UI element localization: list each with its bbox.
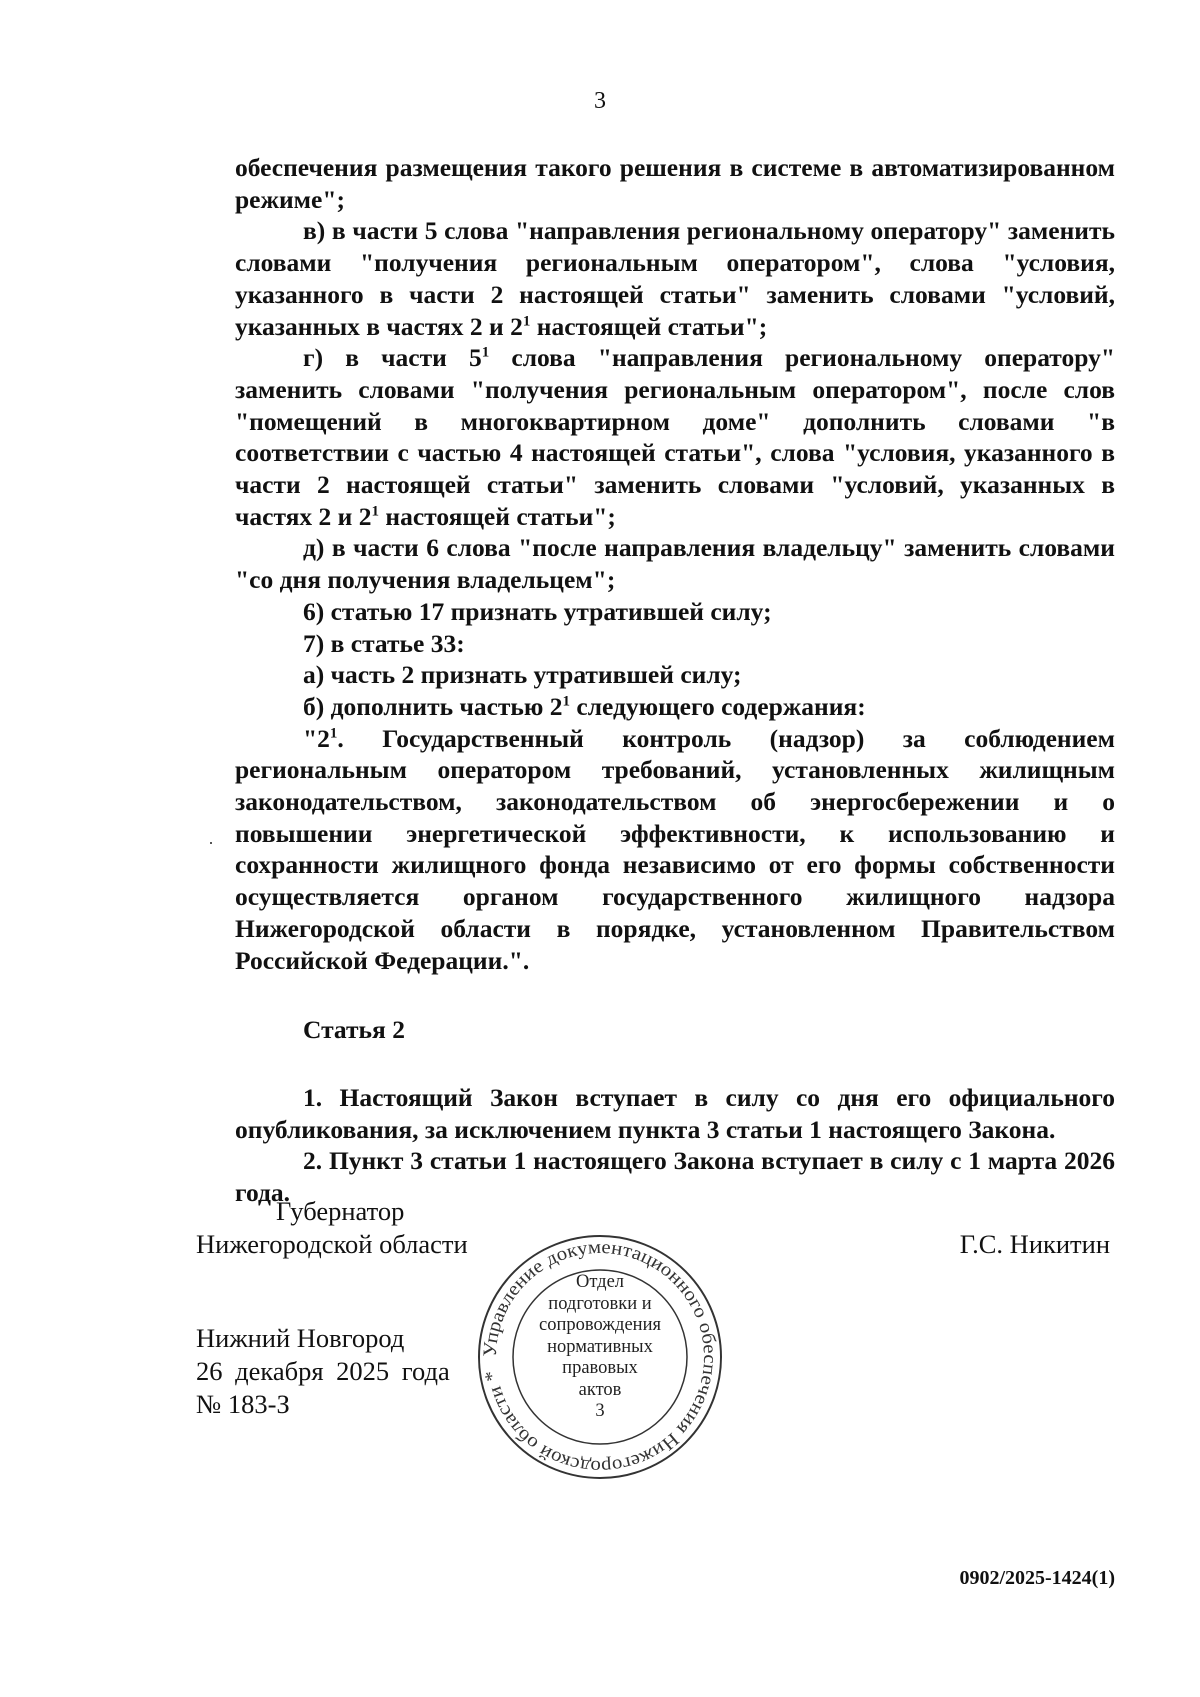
stamp-ring-text: Управление документационного обеспечения Нижегородской области * — [479, 1236, 721, 1478]
amendment-paragraph: а) часть 2 признать утратившей силу; — [303, 660, 742, 690]
signature-title-line1: Губернатор — [276, 1196, 405, 1226]
stamp-inner-line: актов — [578, 1379, 622, 1400]
signatory-name: Г.С. Никитин — [959, 1229, 1110, 1259]
stamp-inner-line: сопровождения — [539, 1315, 661, 1335]
document-date: 26 декабря 2025 года — [196, 1356, 450, 1386]
article-heading: Статья 2 — [303, 1015, 405, 1045]
amendment-paragraph: г) в части $5^1$ слова "направления региональному оператору" заменить словами "получения региональным оператором", после слов "помещений в многоквартирном доме" дополнить словами "в соответствии с частью 4 настоящей статьи", слова "условия, указанного в части 2 настоящей статьи" заменить словами "условий, указанных в частях 2 и $2^1$ настоящей статьи"; — [235, 343, 1115, 531]
stamp-inner-line: нормативных — [547, 1336, 653, 1357]
document-body — [235, 152, 1115, 1209]
amendment-paragraph: 7) в статье 33: — [303, 628, 465, 658]
signature-title-line2: Нижегородской области — [196, 1229, 468, 1259]
amendment-paragraph: "$2^1$. Государственный контроль (надзор) за соблюдением региональным оператором требований, установленных жилищным законодательством, законодательством об энергосбережении и о повышении энергетической эффективности, к использованию и сохранности жилищного фонда независимо от его формы собственности осуществляется органом государственного жилищного надзора Нижегородской области в порядке, установленном Правительством Российской Федерации.". — [235, 723, 1115, 975]
stamp-inner-line: Отдел — [575, 1272, 625, 1292]
place-city: Нижний Новгород — [196, 1323, 405, 1353]
registration-number: 0902/2025-1424(1) — [959, 1567, 1115, 1589]
stamp-inner-line: правовых — [562, 1358, 638, 1378]
stamp-inner-line: 3 — [595, 1401, 605, 1421]
page-number: 3 — [594, 88, 606, 114]
amendment-paragraph: д) в части 6 слова "после направления владельцу" заменить словами "со дня получения владельцем"; — [235, 533, 1115, 595]
stamp-inner-text — [520, 1272, 680, 1423]
scan-speck — [210, 842, 212, 844]
amendment-paragraph: в) в части 5 слова "направления региональному оператору" заменить словами "получения региональным оператором", слова "условия, указанного в части 2 настоящей статьи" заменить словами "условий, указанных в частях 2 и $2^1$ настоящей статьи"; — [235, 216, 1115, 341]
amendment-paragraph: 6) статью 17 признать утратившей силу; — [303, 596, 772, 626]
amendment-paragraphs — [235, 152, 1115, 976]
article-paragraph-1: 1. Настоящий Закон вступает в силу со дня его официального опубликования, за исключением пункта 3 статьи 1 настоящего Закона. — [235, 1082, 1115, 1144]
document-number: № 183-З — [196, 1389, 290, 1419]
amendment-paragraph: обеспечения размещения такого решения в системе в автоматизированном режиме"; — [235, 153, 1115, 214]
stamp-inner-line: подготовки и — [548, 1293, 652, 1314]
article-paragraph-2: 2. Пункт 3 статьи 1 настоящего Закона вступает в силу с 1 марта 2026 года. — [235, 1146, 1115, 1208]
amendment-paragraph: б) дополнить частью $2^1$ следующего содержания: — [303, 691, 866, 721]
